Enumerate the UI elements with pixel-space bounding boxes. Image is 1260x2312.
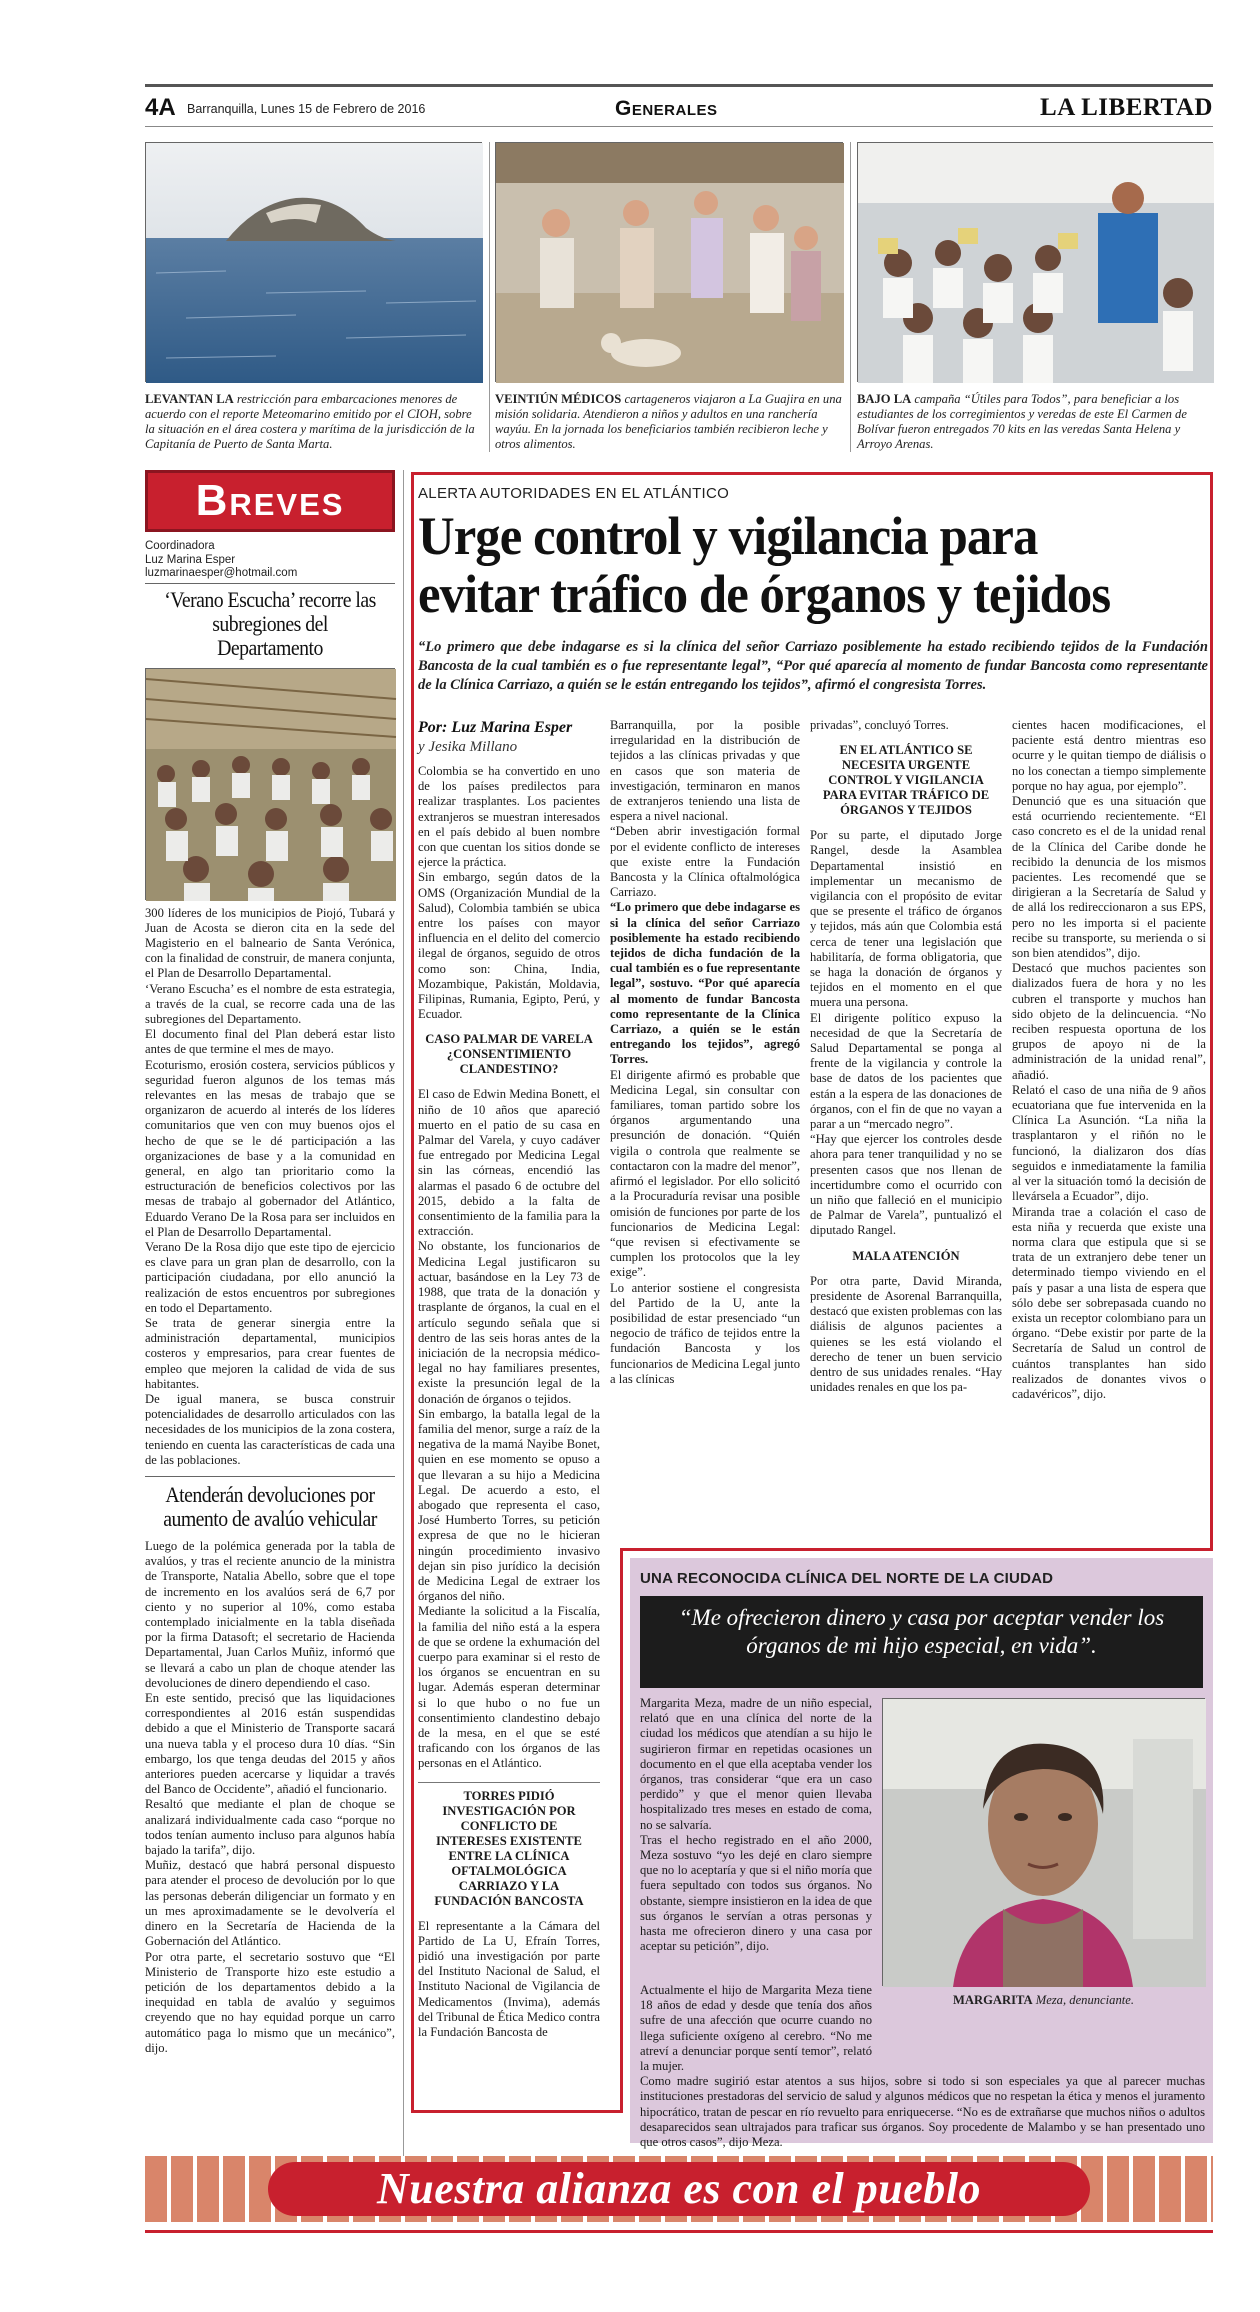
testimony-kicker: UNA RECONOCIDA CLÍNICA DEL NORTE DE LA CIUDAD	[640, 1570, 1054, 1587]
article-deck: “Lo primero que debe indagarse es si la clínica del señor Carriazo posiblemente ha estado recibiendo tejidos de la Fundación Bancosta de la cual también es o fue representante legal”, “Por qué aparecía al momento de fundar Bancosta como representante de la Clínica Carriazo, a quién se le están entregando los tejidos”, afirmó el congresista Torres.	[418, 639, 1208, 693]
breves-column	[145, 470, 395, 2180]
subhead-torres: TORRES PIDIÓ INVESTIGACIÓN POR CONFLICTO DE INTERESES EXISTENTE ENTRE LA CLÍNICA OFTALMOLÓGICA CARRIAZO Y LA FUNDACIÓN BANCOSTA	[434, 1788, 584, 1908]
margarita-caption: MARGARITA Meza, denunciante.	[953, 1993, 1134, 2007]
footer-slogan: Nuestra alianza es con el pueblo	[377, 2164, 981, 2213]
section-name: Generales	[615, 97, 718, 120]
photo-caption-school: BAJO LA campaña “Útiles para Todos”, para beneficiar a los estudiantes de los corregimientos y veredas de este El Carmen de Bolívar fueron entregados 70 kits en las veredas Santa Helena y Arroyo Arenas.	[857, 392, 1187, 451]
breves-item1-title: ‘Verano Escucha’ recorre las subregiones del Departamento	[164, 586, 376, 660]
breves-item2-body: Luego de la polémica generada por la tabla de avalúos, y tras el reciente anuncio de la ministra de Transporte, Natalia Abello, sobre que el tope de incremento en los avalúos será de 6,7 por ciento y no superior al 10%, como estaba contemplado inicialmente en la tabla diseñada por la firma Datasoft; el secretario de Hacienda Departamental, Juan Carlos Muñiz, informó que se llevará a cabo un plan de choque atender las devoluciones de dinero dependiendo el caso. En este sentido, precisó que las liquidaciones correspondientes al 2016 están suspendidas debido a que el Ministerio de Transporte sacará una nueva tabla y el proceso dura 10 días. “Sin embargo, los que tenga deudas del 2015 y años anteriores pueden acercarse y liquidar a través del Banco de Occidente”, añadió el funcionario. Resaltó que mediante el plan de choque se analizará individualmente cada caso “porque no todos tenían aumento incluso para algunos había bajado la tarifa”, dijo. Muñiz, destacó que habrá personal dispuesto para atender el proceso de devolución por lo que las personas deberán diligenciar un formato y en un mes aproximadamente se le devolvería el dinero en la Secretaría de Hacienda de la Gobernación del Atlántico. Por otra parte, el secretario sostuvo que “El Ministerio de Transporte hizo este estudio a petición de los departamentos debido a la inequidad en tabla de avalúo y seguimos creyendo que no hay equidad porque un carro automático paga lo mismo que un mecánico”, dijo.	[145, 1539, 395, 2055]
meeting-photo	[145, 668, 395, 900]
medical-mission-photo	[495, 142, 843, 382]
article-col-3: privadas”, concluyó Torres. EN EL ATLÁNTICO SE NECESITA URGENTE CONTROL Y VIGILANCIA PARA EVITAR TRÁFICO DE ÓRGANOS Y TEJIDOS Por su parte, el diputado Jorge Rangel, desde la Asamblea Departamental insistió en implementar un mecanismo de vigilancia con el propósito de evitar que se presente el tráfico de órganos y tejidos, más aún que Colombia está cerca de tener una legislación que habilitaría, de forma obligatoria, que se haga la donación de órganos y tejidos en el momento en el que muera una persona. El dirigente político expuso la necesidad de que la Secretaría de Salud Departamental se ponga al frente de la vigilancia y controle la base de datos de los pacientes que están a la espera de las donaciones de órganos, con el fin de que no vayan a parar a un “mercado negro”. “Hay que ejercer los controles desde ahora para tener tranquilidad y no se presenten casos que nos llenan de incertidumbre como el ocurrido con un niño que falleció en el municipio de Palmar de Varela”, puntualizó el diputado Rangel. MALA ATENCIÓN Por otra parte, David Miranda, presidente de Asorenal Barranquilla, destacó que existen problemas con las diálisis de algunos pacientes a quienes se les está violando el derecho de tener un buen servicio dentro de sus unidades renales. “Hay unidades renales en que los pa-	[810, 718, 1002, 1395]
breves-coordinator: Coordinadora Luz Marina Esper luzmarinaesper@hotmail.com	[145, 540, 298, 579]
article-col-2: Barranquilla, por la posible irregularidad en la distribución de tejidos a las clínicas privadas y que en casos que son materia de investigación, terminaron en manos de extranjeros teniendo una lista de espera a nivel nacional. “Deben abrir investigación formal por el evidente conflicto de intereses que existe entre la Fundación Bancosta y la Clínica oftalmológica Carriazo. “Lo primero que debe indagarse es si la clínica del señor Carriazo posiblemente ha estado recibiendo tejidos de dicha fundación de la cual también es o fue representante legal”, sostuvo. “Por qué aparecía al momento de fundar Bancosta como representante de la Clínica Carriazo, a quién se le están entregando los tejidos”, agregó Torres. El dirigente afirmó es probable que Medicina Legal, sin consultar con familiares, toman partido sobre los órganos argumentando una presunción de donación. “Quién vigila o controla que realmente se contactaron con la madre del menor”, afirmó el legislador. Por ello solicitó a la Procuraduría revisar una posible omisión de funciones por parte de los funcionarios de Medicina Legal: “que revisen si efectivamente se cumplen los protocolos que la ley exige”. Lo anterior sostiene el congresista del Partido de la U, ante la posibilidad de estar presenciado “un negocio de tráfico de tejidos entre la fundación Bancosta y los funcionarios de Medicina Legal junto a las clínicas	[610, 718, 800, 1386]
margarita-photo	[882, 1698, 1205, 1986]
subhead-atlantico: EN EL ATLÁNTICO SE NECESITA URGENTE CONTROL Y VIGILANCIA PARA EVITAR TRÁFICO DE ÓRGANOS Y TEJIDOS	[822, 743, 990, 818]
page-number: 4A	[145, 94, 176, 121]
testimony-body-top: Margarita Meza, madre de un niño especial, relató que en una clínica del norte de la ciudad los médicos que atendían a su hijo le sugirieron firmar en repetidas ocasiones un documento en el que ella aceptaba vender los órganos, tras considerar “que era un caso perdido” y que el menor quien llevaba hospitalizado tres meses en estado de coma, no se salvaría. Tras el hecho registrado en el año 2000, Meza sostuvo “yo les dejé en claro siempre que no lo aceptaría y que si el niño moría que fuera sepultado con todos sus órganos. No obstante, siempre insistieron en la idea de que sus órganos le servían a otras personas y hasta me ofrecieron dinero y una casa por aceptar su petición”, dijo.	[640, 1696, 872, 1954]
breves-item1-body: 300 líderes de los municipios de Piojó, Tubará y Juan de Acosta se dieron cita en la sede del Magisterio en el balneario de Santa Verónica, con la finalidad de construir, de manera conjunta, el Plan de Desarrollo Departamental. ‘Verano Escucha’ es el nombre de esta estrategia, a través de la cual, se recorre cada una de las subregiones del Departamento. El documento final del Plan deberá estar listo antes de que termine el mes de mayo. Ecoturismo, erosión costera, servicios públicos y seguridad fueron algunos de los temas más relevantes en las mesas de trabajo que se organizaron de acuerdo al interés de los líderes comunitarios que ven con muy buenos ojos el hecho de que se le dé participación a las organizaciones de base y a la comunidad en general, en algo tan prioritario como la estructuración de beneficios colectivos por las mesas de trabajo al gobernador del Atlántico, Eduardo Verano De la Rosa para ser incluidos en el Plan de Desarrollo Departamental. Verano De la Rosa dijo que este tipo de ejercicio es clave para un gran plan de desarrollo, con la participación ciudadana, por ello anunció la realización de estos encuentros por subregiones en todo el Departamento. Se trata de generar sinergia entre la administración departamental, municipios costeros y empresarios, para crear fuentes de empleo que mejoren la calidad de vida de sus habitantes. De igual manera, se busca construir potencialidades de desarrollo articulados con las necesidades de los municipios de la zona costera, teniendo en cuenta las características de cada una de las poblaciones.	[145, 905, 395, 1467]
article-col-1: Por: Luz Marina Esper y Jesika Millano Colombia se ha convertido en uno de los países predilectos para realizar trasplantes. Los pacientes extranjeros se muestran interesados en el país debido al buen nombre con que cuentan los sitios donde se ejerce la práctica. Sin embargo, según datos de la OMS (Organización Mundial de la Salud), Colombia también se ubica entre los países con mayor influencia en el delito del comercio ilegal de órganos, seguido de otros como son: China, India, Mozambique, Pakistán, Moldavia, Filipinas, Rumania, Egipto, Perú, y Ecuador. CASO PALMAR DE VARELA ¿CONSENTIMIENTO CLANDESTINO? El caso de Edwin Medina Bonett, el niño de 10 años que apareció muerto en el patio de su casa en Palmar del Varela, y cuyo cadáver fue entregado por Medicina Legal sin las córneas, encendió las alarmas el pasado 6 de octubre del 2015, debido a la falta de consentimiento de la familia para la extracción. No obstante, los funcionarios de Medicina Legal justificaron su actuar, basándose en la Ley 73 de 1988, que trata de la donación y trasplante de órganos, la cual en el artículo segundo señala que si dentro de las seis horas antes de la iniciación de la necropsia médico-legal no hay familiares presentes, existe la presunción legal de la donación de órganos o tejidos. Sin embargo, la batalla legal de la familia del menor, surge a raíz de la negativa de la mamá Nayibe Bonet, quien en ese momento se opuso a que llevaran a su hijo a Medicina Legal. De acuerdo a esto, el abogado que representa el caso, José Humberto Torres, su petición expresa de que no le hicieran ningún procedimiento invasivo dejan sin piso jurídico la decisión de Medicina Legal de extraer los órganos del niño. Mediante la solicitud a la Fiscalía, la familia del niño está a la espera de que se ordene la exhumación del cuerpo para examinar si el resto de los órganos se encuentran en su lugar. Además esperan determinar si lo que hubo o no fue un consentimiento clandestino debajo de la mesa, en el que se esté traficando con los órganos de las personas en el Atlántico. TORRES PIDIÓ INVESTIGACIÓN POR CONFLICTO DE INTERESES EXISTENTE ENTRE LA CLÍNICA OFTALMOLÓGICA CARRIAZO Y LA FUNDACIÓN BANCOSTA El representante a la Cámara del Partido de La U, Efraín Torres, pidió una investigación por parte del Instituto Nacional de Salud, el Instituto Nacional de Vigilancia de Medicamentos (Invima), además del Tribunal de Ética Medico contra la Fundación Bancosta de	[418, 719, 600, 2040]
subhead-mala-atencion: MALA ATENCIÓN	[852, 1248, 960, 1263]
testimony-body-bottom: Actualmente el hijo de Margarita Meza tiene 18 años de edad y desde que tenía dos años sufre de una afección que ocurre cuando no llega suficiente oxígeno al cerebro. “No me atreví a denunciar porque sentí temor”, relató la mujer. Como madre sugirió estar atentos a sus hijos, sobre si todo si son especiales ya que al parecer muchas instituciones prestadoras del servicio de salud y algunos médicos que no respetan la ética y menos el juramento hipocrático, tratan de pescar en río revuelto para enriquecerse. “No es de extrañarse que muchos niños o adultos desaparecidos sean ultrajados para traficar sus órganos. Soy procedente de Malambo y se han presentado uno que otros casos”, dijo Meza.	[640, 1983, 1205, 2150]
newspaper-name: LA LIBERTAD	[1040, 94, 1213, 121]
breves-banner: Breves	[145, 470, 395, 532]
school-supplies-photo	[857, 142, 1213, 382]
subhead-palmar: CASO PALMAR DE VARELA ¿CONSENTIMIENTO CLANDESTINO?	[425, 1032, 593, 1077]
edition-date: Barranquilla, Lunes 15 de Febrero de 2016	[187, 102, 426, 116]
photo-caption-medical: VEINTIÚN MÉDICOS cartageneros viajaron a La Guajira en una misión solidaria. Atendieron a niños y adultos en una ranchería wayúu. En la jornada los beneficiarios también recibieron leche y otros alimentos.	[495, 392, 842, 451]
article-headline: Urge control y vigilancia para evitar tráfico de órganos y tejidos	[418, 506, 1111, 624]
photo-caption-coast: LEVANTAN LA restricción para embarcaciones menores de acuerdo con el reporte Meteomarino emitido por el CIOH, sobre la situación en el área costera y marítima de la jurisdicción de la Capitanía de Puerto de Santa Marta.	[145, 392, 475, 451]
byline: Por: Luz Marina Esper	[418, 719, 573, 736]
footer-banner	[268, 2162, 1090, 2216]
article-col-4: cientes hacen modificaciones, el paciente está dentro mientras eso ocurre y le quitan tiempo de diálisis o no los conectan a tiempo simplemente porque no hay agua, por ejemplo”. Denunció que es una situación que está ocurriendo recientemente. “El caso concreto es el de la unidad renal de la Clínica del Caribe donde he recibido la denuncia de los mismos pacientes. Les recomendé que se dirigieran a la Secretaría de Salud y de allá los redireccionaron a sus EPS, pero no les importa si el paciente recibe su transporte, su merienda o si son bien atendidos”, dijo. Destacó que muchos pacientes son dializados fuera de hora y no les cubren el transporte y muchos han sido objeto de la delincuencia. “No reciben respuesta oportuna de los grupos de apoyo ni de la administración de la unidad renal”, añadió. Relató el caso de una niña de 9 años ecuatoriana que fue intervenida en la Clínica La Asunción. “La niña la trasplantaron y el riñón no le funcionó, la dializaron dos días seguidos e inmediatamente la familia al ver la situación tomó la decisión de llevársela a Ecuador”, dijo. Miranda trae a colación el caso de esta niña y recuerda que existe una norma clara que estipula que si se trata de un extranjero debe tener un determinado tiempo viviendo en el país y pasar a una lista de espera que sólo debe ser sobrepasada cuando no exista un receptor colombiano para un órgano. “Debe existir por parte de la Secretaría de Salud un control de cuántos transplantes han sido realizados de donantes vivos o cadavéricos”, dijo.	[1012, 718, 1206, 1401]
testimony-quote: “Me ofrecieron dinero y casa por aceptar vender los órganos de mi hijo especial, en vida”.	[640, 1596, 1203, 1688]
coast-photo	[145, 142, 482, 382]
article-kicker: ALERTA AUTORIDADES EN EL ATLÁNTICO	[418, 485, 730, 502]
breves-item2-title: Atenderán devoluciones por aumento de avalúo vehicular	[163, 1482, 377, 1532]
